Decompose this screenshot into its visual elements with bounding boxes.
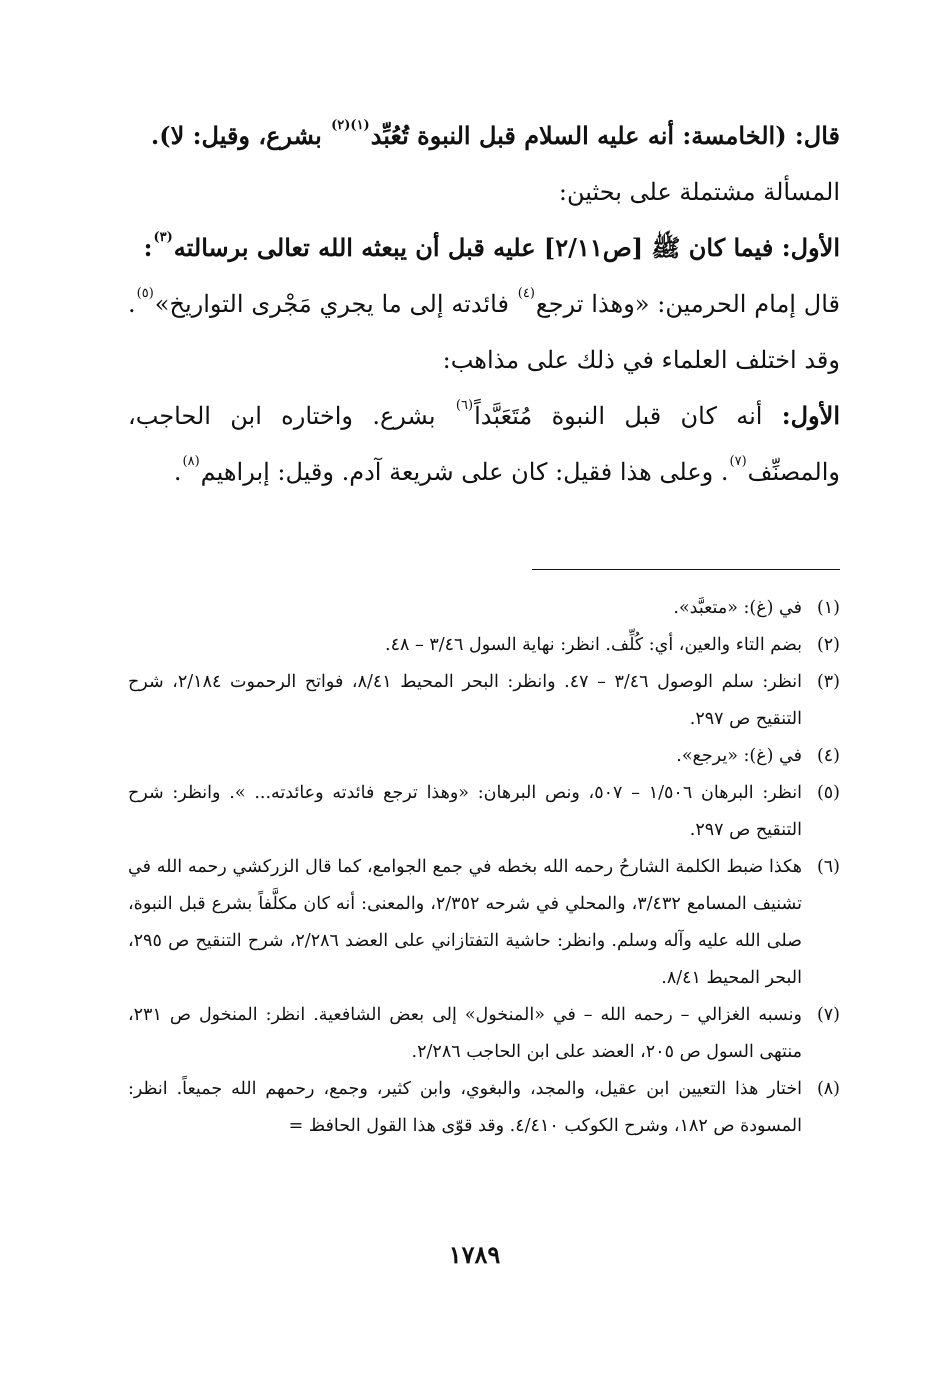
- footnote-ref[interactable]: (٦): [455, 398, 474, 413]
- footnote-number: (٨): [816, 1079, 840, 1099]
- footnote: [128, 627, 840, 664]
- footnote-ref[interactable]: (٧): [729, 454, 747, 469]
- footnote: [128, 590, 840, 627]
- quote-text-cont: فائدته إلى ما يجري مَجْرى التواريخ»: [154, 290, 517, 318]
- footnote: [128, 997, 840, 1071]
- first-topic-text: الأول: فيما كان ﷺ [ص٢/١١] عليه قبل أن يبعثه الله تعالى برسالته: [173, 233, 840, 262]
- footnote-ref[interactable]: (١)(٢): [331, 118, 370, 133]
- footnote-number: (٧): [816, 1005, 840, 1025]
- paragraph-imam-quote: [128, 276, 840, 388]
- footnote-ref[interactable]: (٥): [136, 286, 154, 301]
- footnote-text: بضم التاء والعين، أي: كُلِّف. انظر: نهاية السول ٣/٤٦ – ٤٨.: [385, 635, 802, 655]
- paragraph-first-opinion: [128, 388, 840, 500]
- footnote-text: انظر: سلم الوصول ٣/٤٦ – ٤٧. وانظر: البحر المحيط ٨/٤١، فواتح الرحموت ٢/١٨٤، شرح التنقيح ص ٢٩٧.: [128, 672, 802, 729]
- footnote: [128, 738, 840, 775]
- statement-text-end: بشرع، وقيل: لا).: [150, 121, 331, 150]
- opinion-label: الأول:: [781, 401, 840, 430]
- footnote-ref[interactable]: (٨): [182, 454, 200, 469]
- opinion-text-cont2: . وعلى هذا فقيل: كان على شريعة آدم. وقيل: إبراهيم: [200, 458, 729, 486]
- footnote-text: انظر: البرهان ١/٥٠٦ – ٥٠٧، ونص البرهان: «وهذا ترجع فائدته وعائدته... ». وانظر: شرح التنقيح ص ٢٩٧.: [128, 783, 802, 840]
- paragraph-intro: [128, 164, 840, 220]
- footnote-text: ونسبه الغزالي – رحمه الله – في «المنخول» إلى بعض الشافعية. انظر: المنخول ص ٢٣١، منتهى السول ص ٢٠٥، العضد على ابن الحاجب ٢/٢٨٦.: [128, 1005, 802, 1062]
- footnote: [128, 849, 840, 997]
- statement-text: قال: (الخامسة: أنه عليه السلام قبل النبوة تُعُبِّد: [370, 121, 840, 150]
- footnote-ref[interactable]: (٣): [153, 230, 173, 245]
- footnote-text: هكذا ضبط الكلمة الشارحُ رحمه الله بخطه في جمع الجوامع، كما قال الزركشي رحمه الله في تشنيف المسامع ٣/٤٣٢، والمحلي في شرحه ٢/٣٥٢، والمعنى: أنه كان مكلَّفاً بشرع قبل النبوة، صلى الله عليه وآله وسلم. وانظر: حاشية التفتازاني على العضد ٢/٢٨٦، شرح التنقيح ص ٢٩٥، البحر المحيط ٨/٤١.: [128, 857, 803, 988]
- footnote-text: اختار هذا التعيين ابن عقيل، والمجد، والبغوي، وابن كثير، وجمع، رحمهم الله جميعاً. انظر: المسودة ص ١٨٢، وشرح الكوكب ٤/٤١٠. وقد قوّى هذا القول الحافظ =: [128, 1079, 802, 1136]
- footnote-text: في (غ): «يرجع».: [676, 746, 802, 766]
- paragraph-statement: [128, 108, 840, 164]
- footnote-text: في (غ): «متعبَّد».: [673, 598, 802, 618]
- quote-text: قال إمام الحرمين: «وهذا ترجع: [535, 290, 841, 318]
- opinion-text-end: .: [173, 458, 182, 486]
- footnote-number: (٥): [816, 783, 840, 803]
- footnote-number: (١): [816, 598, 840, 618]
- main-text: [128, 108, 840, 500]
- quote-text-end: . وقد اختلف العلماء في ذلك على مذاهب:: [128, 290, 840, 374]
- intro-text: المسألة مشتملة على بحثين:: [558, 178, 840, 206]
- footnote: [128, 1071, 840, 1145]
- footnote-number: (٣): [816, 672, 840, 692]
- page-number: ١٧٨٩: [448, 1240, 501, 1269]
- first-topic-colon: :: [143, 233, 153, 262]
- footnote: [128, 664, 840, 738]
- footnote-number: (٢): [816, 635, 840, 655]
- paragraph-first-topic: [128, 220, 840, 276]
- footnote-divider: [532, 569, 840, 570]
- opinion-text-cont: بشرع. واختاره ابن الحاجب، والمصنِّف: [128, 402, 840, 486]
- footnote-ref[interactable]: (٤): [517, 286, 535, 301]
- footnote-number: (٦): [816, 857, 840, 877]
- footnote-number: (٤): [816, 746, 840, 766]
- footnotes: [128, 590, 840, 1145]
- opinion-text: أنه كان قبل النبوة مُتَعَبَّداً: [474, 402, 782, 430]
- footnote: [128, 775, 840, 849]
